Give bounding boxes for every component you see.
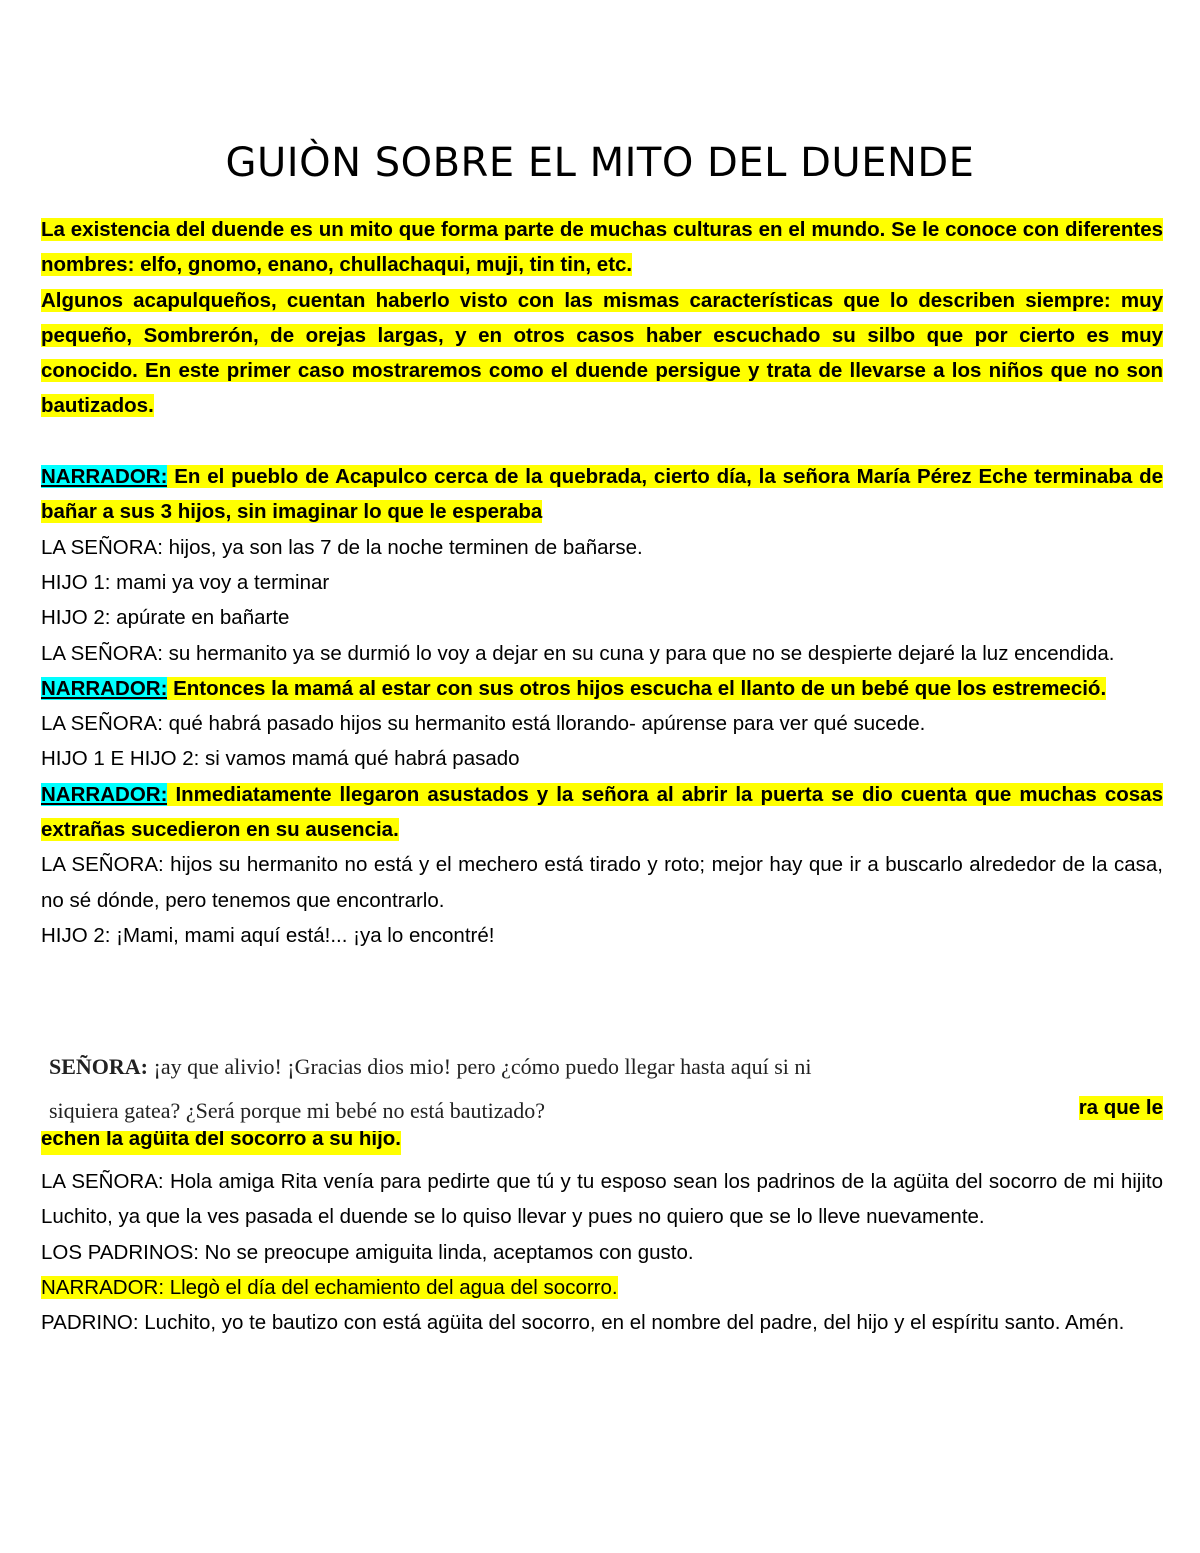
dialogue-line: HIJO 1 E HIJO 2: si vamos mamá qué habrá pasado bbox=[41, 747, 520, 771]
intro-section bbox=[41, 212, 1163, 953]
narrator-line-1 bbox=[41, 459, 1163, 530]
dialogue-line: LA SEÑORA: qué habrá pasado hijos su hermanito está llorando- apúrense para ver qué sucede. bbox=[41, 712, 926, 736]
narrator-label: NARRADOR: bbox=[41, 782, 168, 806]
narrator-text: Entonces la mamá al estar con sus otros hijos escucha el llanto de un bebé que los estremeció. bbox=[167, 676, 1107, 700]
page-title: GUIÒN SOBRE EL MITO DEL DUENDE bbox=[225, 140, 975, 186]
dialogue-line: HIJO 2: ¡Mami, mami aquí está!... ¡ya lo encontré! bbox=[41, 923, 495, 947]
dialogue-line: PADRINO: Luchito, yo te bautizo con está agüita del socorro, en el nombre del padre, del hijo y el espíritu santo. Amén. bbox=[41, 1311, 1125, 1335]
dialogue-line: LA SEÑORA: hijos su hermanito no está y el mechero está tirado y roto; mejor hay que ir a buscarlo alrededor de la casa, no sé dónde, pero tenemos que encontrarlo. bbox=[41, 853, 1163, 912]
partially-covered-line: echen la agüita del socorro a su hijo. bbox=[0, 1131, 410, 1155]
narrator-text: En el pueblo de Acapulco cerca de la quebrada, cierto día, la señora María Pérez Eche terminaba de bañar a sus 3 hijos, sin imaginar lo que le esperaba bbox=[41, 465, 1163, 524]
narrator-line-4: NARRADOR: Llegò el día del echamiento del agua del socorro. bbox=[41, 1275, 618, 1299]
dialogue-line: LA SEÑORA: su hermanito ya se durmió lo voy a dejar en su cuna y para que no se despierte dejaré la luz encendida. bbox=[41, 641, 1115, 665]
dialogue-line: LA SEÑORA: hijos, ya son las 7 de la noche terminen de bañarse. bbox=[41, 535, 643, 559]
pasted-line-1: SEÑORA: ¡ay que alivio! ¡Gracias dios mio! pero ¿cómo puedo llegar hasta aquí si ni bbox=[49, 1054, 812, 1079]
narrator-line-3 bbox=[41, 777, 1163, 848]
intro-paragraph-2: Algunos acapulqueños, cuentan haberlo visto con las mismas características que lo describen siempre: muy pequeño, Sombrerón, de orejas largas, y en otros casos haber escuchado su silbo que por cierto es muy conocido. En este primer caso mostraremos como el duende persigue y trata de llevarse a los niños que no son bautizados. bbox=[41, 288, 1163, 418]
dialogue-line: HIJO 1: mami ya voy a terminar bbox=[41, 570, 330, 594]
pasted-line-2: siquiera gatea? ¿Será porque mi bebé no está bautizado? bbox=[49, 1098, 545, 1123]
highlighted-fragment: ra que le bbox=[1078, 1096, 1163, 1119]
dialogue-line: HIJO 2: apúrate en bañarte bbox=[41, 606, 290, 630]
dialogue-line: LA SEÑORA: Hola amiga Rita venía para pedirte que tú y tu esposo sean los padrinos de la agüita del socorro de mi hijito Luchito, ya que la ves pasada el duende se lo quiso llevar y pues no quiero que se lo lleve nuevamente. bbox=[41, 1170, 1163, 1229]
dialogue-line: LOS PADRINOS: No se preocupe amiguita linda, aceptamos con gusto. bbox=[41, 1240, 694, 1264]
narrator-label: NARRADOR: bbox=[41, 676, 168, 700]
narrator-label: NARRADOR: bbox=[41, 465, 168, 489]
pasted-image-text bbox=[41, 1048, 1163, 1140]
narrator-line-2 bbox=[41, 671, 1163, 706]
blank-line bbox=[41, 424, 1163, 459]
pasted-speaker: SEÑORA: bbox=[49, 1054, 149, 1079]
intro-paragraph-1: La existencia del duende es un mito que forma parte de muchas culturas en el mundo. Se le conoce con diferentes nombres: elfo, gnomo, enano, chullachaqui, muji, tin tin, etc. bbox=[41, 218, 1163, 277]
narrator-text: Inmediatamente llegaron asustados y la señora al abrir la puerta se dio cuenta que muchas cosas extrañas sucedieron en su ausencia. bbox=[41, 782, 1163, 842]
second-section bbox=[41, 1164, 1163, 1340]
